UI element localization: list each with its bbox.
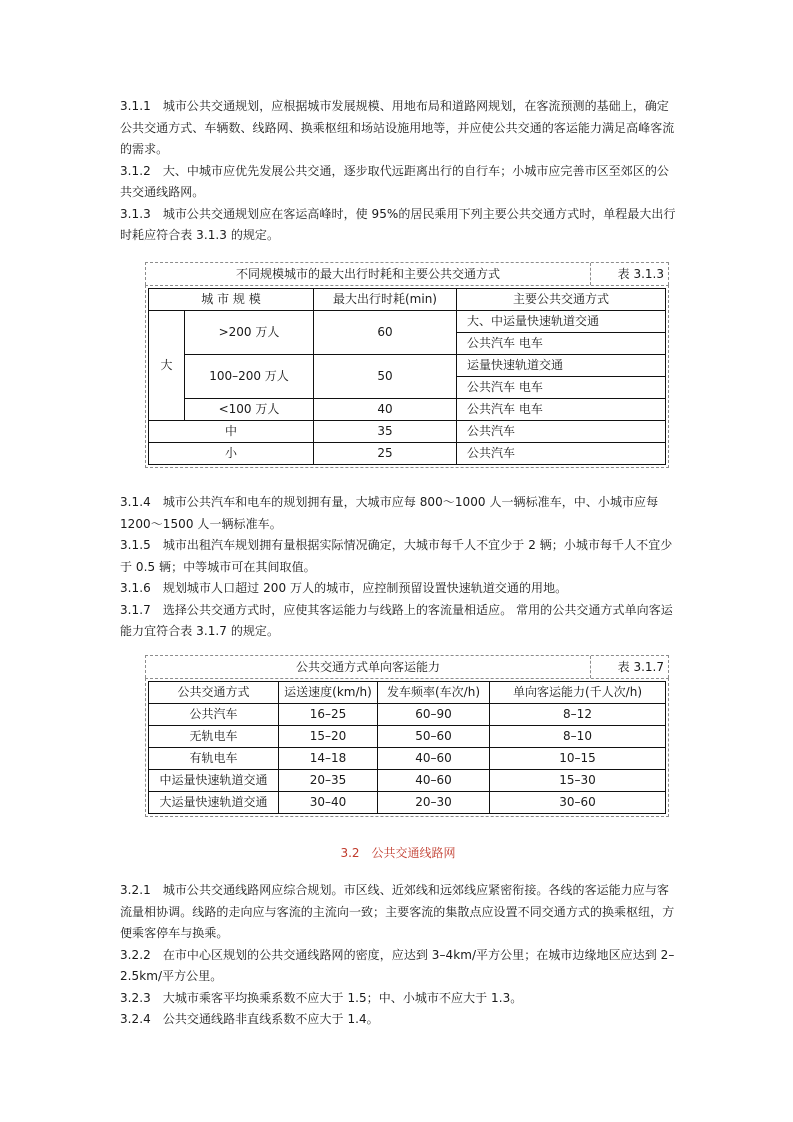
mode-cell: 公共汽车 (457, 421, 666, 443)
table-number: 表 3.1.7 (617, 660, 664, 674)
paragraph-3-2-3: 3.2.3 大城市乘客平均换乘系数不应大于 1.5；中、小城市不应大于 1.3。 (120, 990, 523, 1005)
table-3-1-7 (145, 655, 669, 817)
section-title-3-2: 3.2 公共交通线路网 (340, 846, 456, 860)
table-cell: 大运量快速轨道交通 (149, 792, 279, 814)
mode-cell: 运量快速轨道交通 (457, 355, 666, 377)
table-cell: 40–60 (378, 770, 490, 792)
header-main-mode: 主要公共交通方式 (457, 289, 666, 311)
table-row (149, 355, 666, 377)
table-cell: 60–90 (378, 704, 490, 726)
time-cell: 35 (314, 421, 457, 443)
table-header-row (149, 289, 666, 311)
table-cell: 15–20 (279, 726, 378, 748)
size-cell: 100–200 万人 (185, 355, 314, 399)
table-cell: 10–15 (490, 748, 666, 770)
header-speed: 运送速度(km/h) (279, 682, 378, 704)
table-caption-row (145, 655, 669, 678)
mode-cell: 公共汽车 电车 (457, 399, 666, 421)
table-cell: 30–60 (490, 792, 666, 814)
header-max-time: 最大出行时耗(min) (314, 289, 457, 311)
table-caption: 不同规模城市的最大出行时耗和主要公共交通方式 (146, 263, 591, 285)
table-cell: 16–25 (279, 704, 378, 726)
time-cell: 40 (314, 399, 457, 421)
table-cell: 20–35 (279, 770, 378, 792)
paragraph-3-1-4: 3.1.4 城市公共汽车和电车的规划拥有量，大城市应每 800～1000 人一辆标准车，中、小城市应每 1200～1500 人一辆标准车。 (120, 495, 659, 531)
header-mode: 公共交通方式 (149, 682, 279, 704)
table-row (149, 770, 666, 792)
table-cell: 15–30 (490, 770, 666, 792)
table-cell: 中运量快速轨道交通 (149, 770, 279, 792)
table-row (149, 748, 666, 770)
size-cell: 小 (149, 443, 314, 465)
table-cell: 无轨电车 (149, 726, 279, 748)
section-3-2 (120, 880, 676, 1031)
table-number: 表 3.1.3 (617, 267, 664, 281)
paragraph-3-1-1: 3.1.1 城市公共交通规划，应根据城市发展规模、用地布局和道路网规划，在客流预测的基础上，确定公共交通方式、车辆数、线路网、换乘枢纽和场站设施用地等，并应使公共交通的客运能力满足高峰客流的需求。 (120, 99, 675, 156)
table-row (149, 704, 666, 726)
paragraph-3-1-2: 3.1.2 大、中城市应优先发展公共交通，逐步取代远距离出行的自行车；小城市应完善市区至郊区的公共交通线路网。 (120, 163, 669, 199)
paragraph-3-1-3: 3.1.3 城市公共交通规划应在客运高峰时，使 95%的居民乘用下列主要公共交通方式时，单程最大出行时耗应符合表 3.1.3 的规定。 (120, 206, 676, 242)
data-table (148, 288, 666, 465)
header-city-size: 城 市 规 模 (149, 289, 314, 311)
table-3-1-3 (145, 262, 669, 468)
paragraph-3-1-5: 3.1.5 城市出租汽车规划拥有量根据实际情况确定，大城市每千人不宜少于 2 辆；小城市每千人不宜少于 0.5 辆；中等城市可在其间取值。 (120, 538, 673, 574)
table-row (149, 399, 666, 421)
table-row (149, 311, 666, 333)
table-cell: 20–30 (378, 792, 490, 814)
time-cell: 60 (314, 311, 457, 355)
header-capacity: 单向客运能力(千人次/h) (490, 682, 666, 704)
table-caption-row (145, 262, 669, 285)
mode-cell: 公共汽车 (457, 443, 666, 465)
time-cell: 25 (314, 443, 457, 465)
table-cell: 14–18 (279, 748, 378, 770)
table-cell: 40–60 (378, 748, 490, 770)
table-row (149, 421, 666, 443)
paragraph-3-2-1: 3.2.1 城市公共交通线路网应综合规划。市区线、近郊线和远郊线应紧密衔接。各线的客运能力应与客流量相协调。线路的走向应与客流的主流向一致；主要客流的集散点应设置不同交通方式的换乘枢纽，方便乘客停车与换乘。 (120, 883, 675, 940)
table-caption: 公共交通方式单向客运能力 (146, 656, 591, 678)
mode-cell: 公共汽车 电车 (457, 377, 666, 399)
paragraph-3-1-6: 3.1.6 规划城市人口超过 200 万人的城市，应控制预留设置快速轨道交通的用地。 (120, 581, 568, 595)
table-row (149, 726, 666, 748)
mode-cell: 公共汽车 电车 (457, 333, 666, 355)
table-cell: 8–12 (490, 704, 666, 726)
section-3-1-intro (120, 96, 676, 247)
size-cell: >200 万人 (185, 311, 314, 355)
section-3-1-mid (120, 492, 676, 643)
table-cell: 50–60 (378, 726, 490, 748)
size-cell: <100 万人 (185, 399, 314, 421)
time-cell: 50 (314, 355, 457, 399)
table-header-row (149, 682, 666, 704)
header-frequency: 发车频率(车次/h) (378, 682, 490, 704)
table-row (149, 792, 666, 814)
table-cell: 30–40 (279, 792, 378, 814)
size-cell: 中 (149, 421, 314, 443)
data-table (148, 681, 666, 814)
table-row (149, 443, 666, 465)
table-cell: 公共汽车 (149, 704, 279, 726)
mode-cell: 大、中运量快速轨道交通 (457, 311, 666, 333)
paragraph-3-2-2: 3.2.2 在市中心区规划的公共交通线路网的密度，应达到 3–4km/平方公里；在城市边缘地区应达到 2–2.5km/平方公里。 (120, 947, 675, 983)
big-city-label: 大 (149, 311, 185, 421)
table-cell: 有轨电车 (149, 748, 279, 770)
table-cell: 8–10 (490, 726, 666, 748)
paragraph-3-2-4: 3.2.4 公共交通线路非直线系数不应大于 1.4。 (120, 1012, 379, 1026)
paragraph-3-1-7: 3.1.7 选择公共交通方式时，应使其客运能力与线路上的客流量相适应。 常用的公共交通方式单向客运能力宜符合表 3.1.7 的规定。 (120, 602, 673, 638)
